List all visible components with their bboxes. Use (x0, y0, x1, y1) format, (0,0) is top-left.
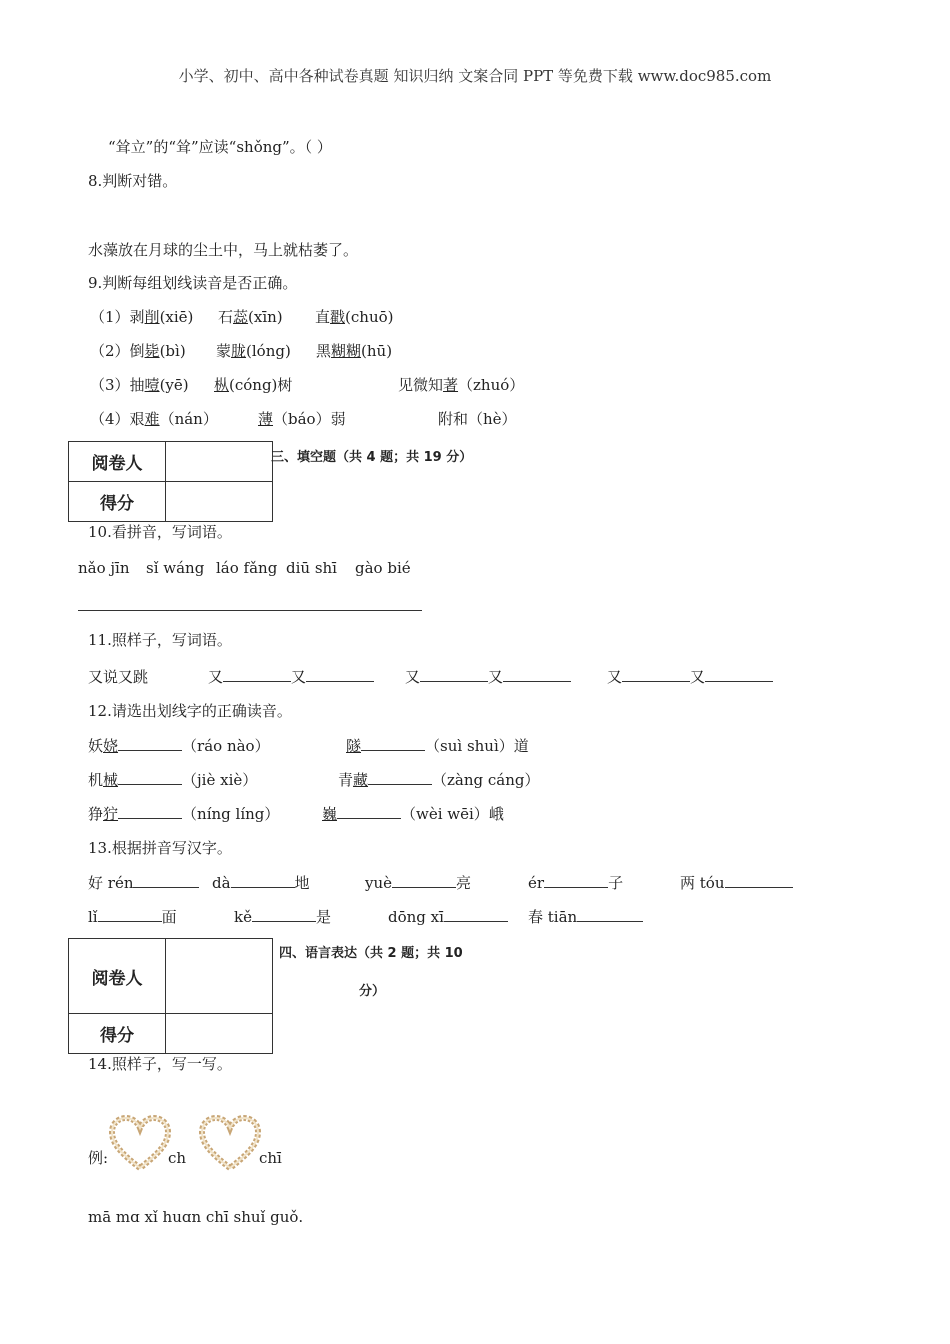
q9-item: 蒙胧(lóng) (216, 342, 291, 360)
q7-statement: “耸立”的“耸”应读“shǒng”。（ ） (108, 138, 332, 156)
q9-item: （2）倒毙(bì) (90, 342, 186, 360)
q11-title: 11.照样子，写词语。 (88, 631, 232, 649)
q13-item: 春 tiān (528, 907, 643, 927)
q14-sentence: mā mɑ xǐ huɑn chī shuǐ guǒ. (88, 1208, 304, 1226)
q9-item: 枞(cóng)树 (214, 376, 293, 394)
q9-item: （1）剥削(xiē) (90, 308, 194, 326)
q8-title: 8.判断对错。 (88, 172, 178, 190)
q14-heart2-text: chī (259, 1149, 282, 1167)
q9-title: 9.判断每组划线读音是否正确。 (88, 274, 298, 292)
grading-box (68, 441, 273, 522)
q9-item: 石蕊(xīn) (218, 308, 283, 326)
q9-item: 黑糊糊(hū) (316, 342, 393, 360)
score-label: 得分 (69, 482, 166, 522)
reviewer-cell (166, 939, 273, 1014)
q13-item: dōng xī (388, 907, 508, 927)
q10-pinyin: gào bié (355, 559, 411, 577)
reviewer-cell (166, 442, 273, 482)
q14-title: 14.照样子，写一写。 (88, 1055, 232, 1073)
q9-item: （4）艰难（nán） (90, 410, 218, 428)
score-cell (166, 1014, 273, 1054)
q12-item: 狰狞 （níng líng） (88, 805, 280, 823)
reviewer-label: 阅卷人 (69, 442, 166, 482)
q9-item: 直戳(chuō) (315, 308, 394, 326)
q13-item: 好 rén (88, 873, 199, 893)
q12-title: 12.请选出划线字的正确读音。 (88, 702, 292, 720)
score-cell (166, 482, 273, 522)
q10-pinyin: diū shī (286, 559, 337, 577)
page-header: 小学、初中、高中各种试卷真题 知识归纳 文案合同 PPT 等免费下载 www.doc985.com (178, 67, 772, 85)
q13-item: 两 tóu (680, 873, 793, 893)
q10-title: 10.看拼音，写词语。 (88, 523, 232, 541)
q9-item: 附和（hè） (438, 410, 517, 428)
reviewer-label: 阅卷人 (69, 939, 166, 1014)
q11-example: 又说又跳 (88, 668, 149, 686)
q10-pinyin: nǎo jīn (78, 559, 130, 577)
q11-blank-group: 又 又 (405, 667, 571, 687)
q12-item: 巍 （wèi wēi）峨 (322, 805, 504, 823)
section4-title-cont: 分） (359, 984, 386, 999)
q14-example-label: 例: (88, 1149, 109, 1167)
q13-item: kě 是 (234, 908, 331, 926)
q9-item: （3）抽噎(yē) (90, 376, 189, 394)
q9-item: 薄（báo）弱 (258, 410, 346, 428)
q8-sentence: 水藻放在月球的尘土中，马上就枯萎了。 (88, 241, 359, 259)
grading-box (68, 938, 273, 1054)
q10-pinyin: láo fǎng (216, 559, 278, 577)
heart-icon (198, 1114, 262, 1174)
q12-item: 妖娆 （ráo nào） (88, 737, 270, 755)
q10-pinyin: sǐ wáng (146, 559, 205, 577)
heart-icon (108, 1114, 172, 1174)
q9-item: 见微知著（zhuó） (398, 376, 525, 394)
q13-item: lǐ 面 (88, 908, 177, 926)
q13-item: yuè 亮 (365, 874, 472, 892)
q12-item: 隧 （suì shuì）道 (346, 737, 529, 755)
score-label: 得分 (69, 1014, 166, 1054)
q13-item: dà 地 (212, 874, 310, 892)
q12-item: 机械 （jiè xiè） (88, 771, 258, 789)
section4-title: 四、语言表达（共 2 题；共 10 (279, 946, 463, 961)
q10-answer-lines (78, 596, 422, 616)
q13-item: ér 子 (528, 874, 624, 892)
q11-blank-group: 又 又 (208, 667, 374, 687)
q11-blank-group: 又 又 (607, 667, 773, 687)
q13-title: 13.根据拼音写汉字。 (88, 839, 232, 857)
section3-title: 三、填空题（共 4 题；共 19 分） (271, 450, 473, 465)
q12-item: 青藏 （zàng cáng） (338, 771, 540, 789)
q14-heart1-text: ch (168, 1149, 187, 1167)
